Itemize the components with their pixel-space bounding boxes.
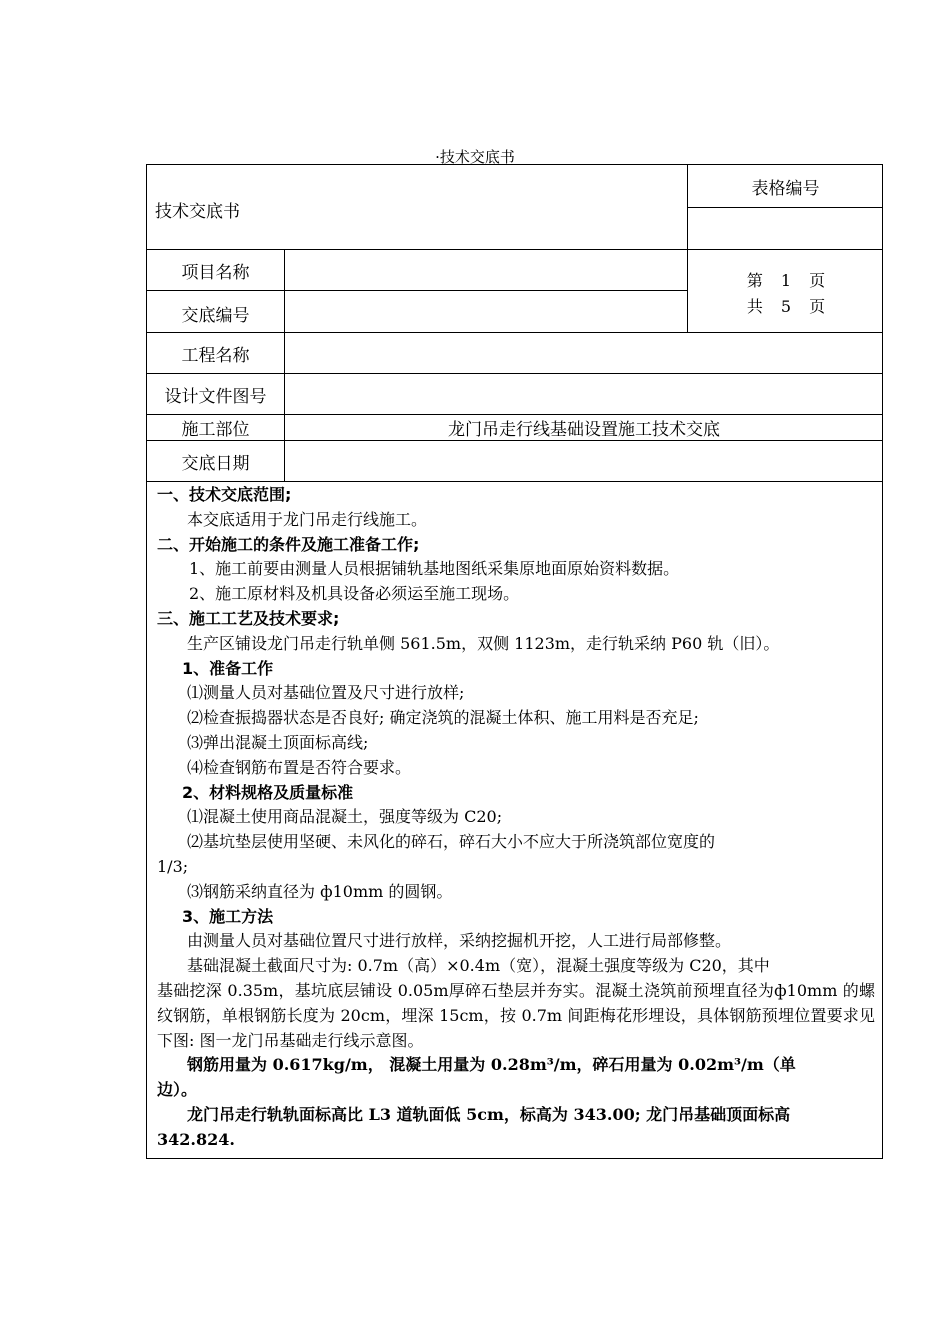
section-2-item: 2、施工原材料及机具设备必须运至施工现场。 — [189, 584, 520, 604]
disclosure-form — [146, 164, 883, 1159]
section-2-title: 二、开始施工的条件及施工准备工作; — [157, 534, 420, 554]
engineering-name-field[interactable] — [285, 333, 883, 373]
disclosure-date-field[interactable] — [285, 441, 883, 481]
project-name-field[interactable] — [285, 250, 687, 290]
subsection-1-item: ⑵检查振捣器状态是否良好; 确定浇筑的混凝土体积、施工用料是否充足; — [187, 708, 699, 728]
page-counter — [688, 268, 884, 320]
section-2-item: 1、施工前要由测量人员根据铺轨基地图纸采集原地面原始资料数据。 — [189, 559, 680, 579]
design-doc-label: 设计文件图号 — [164, 386, 267, 407]
construction-part-value[interactable]: 龙门吊走行线基础设置施工技术交底 — [448, 420, 720, 440]
section-3-title: 三、施工工艺及技术要求; — [157, 608, 340, 628]
engineering-name-label: 工程名称 — [181, 345, 250, 366]
subsection-1-item: ⑶弹出混凝土顶面标高线; — [187, 732, 369, 752]
subsection-3-paragraph: 基础混凝土截面尺寸为: 0.7m（高）×0.4m（宽），混凝土强度等级为 C20，其中 — [187, 956, 770, 976]
section-3-intro: 生产区铺设龙门吊走行轨单侧 561.5m，双侧 1123m，走行轨采纳 P60 轨（旧）。 — [187, 633, 780, 653]
section-1-title: 一、技术交底范围; — [157, 485, 292, 504]
subsection-2-item: ⑶钢筋采纳直径为 ф10mm 的圆钢。 — [187, 881, 453, 901]
material-usage-text-continued: 边）。 — [157, 1080, 198, 1100]
page-current: 第 1 页 — [746, 271, 826, 290]
disclosure-date-label: 交底日期 — [181, 453, 250, 474]
subsection-1-title: 1、准备工作 — [182, 658, 274, 678]
subsection-3-paragraph: 由测量人员对基础位置尺寸进行放样，采纳挖掘机开挖，人工进行局部修整。 — [187, 931, 732, 951]
disclosure-no-label: 交底编号 — [181, 305, 250, 326]
form-number-label: 表格编号 — [751, 178, 820, 199]
material-usage-text: 钢筋用量为 0.617kg/m， 混凝土用量为 0.28m³/m，碎石用量为 0.02m³/m（单 — [187, 1055, 796, 1075]
subsection-3-paragraph-continued: 基础挖深 0.35m，基坑底层铺设 0.05m厚碎石垫层并夯实。混凝土浇筑前预埋直径为ф10mm 的螺纹钢筋，单根钢筋长度为 20cm，埋深 15cm，按 0.7m 间距梅花形埋设，具体钢筋预埋位置要求见下图: 图一龙门吊基础走行线示意图。 — [157, 980, 875, 1050]
divider — [147, 481, 883, 482]
disclosure-no-field[interactable] — [285, 291, 687, 332]
subsection-2-item: ⑴混凝土使用商品混凝土，强度等级为 C20; — [187, 807, 503, 827]
construction-part-label: 施工部位 — [181, 420, 250, 440]
project-name-label: 项目名称 — [181, 262, 250, 283]
section-1-text: 本交底适用于龙门吊走行线施工。 — [187, 509, 428, 529]
subsection-2-item: ⑵基坑垫层使用坚硬、未风化的碎石，碎石大小不应大于所浇筑部位宽度的 — [187, 832, 716, 852]
subsection-2-item-continued: 1/3; — [157, 856, 189, 876]
subsection-1-item: ⑷检查钢筋布置是否符合要求。 — [187, 757, 412, 777]
subsection-2-title: 2、材料规格及质量标准 — [182, 782, 354, 802]
subsection-3-title: 3、施工方法 — [182, 906, 274, 926]
form-title: 技术交底书 — [155, 202, 240, 222]
form-number-field[interactable] — [688, 208, 883, 249]
elevation-text-continued: 342.824. — [157, 1129, 235, 1149]
document-header: ·技术交底书 — [435, 148, 515, 166]
elevation-text: 龙门吊走行轨轨面标高比 L3 道轨面低 5cm，标高为 343.00; 龙门吊基础顶面标高 — [187, 1104, 791, 1124]
design-doc-field[interactable] — [285, 374, 883, 414]
subsection-1-item: ⑴测量人员对基础位置及尺寸进行放样; — [187, 683, 465, 703]
page-total: 共 5 页 — [746, 297, 826, 316]
disclosure-content — [157, 483, 875, 1153]
